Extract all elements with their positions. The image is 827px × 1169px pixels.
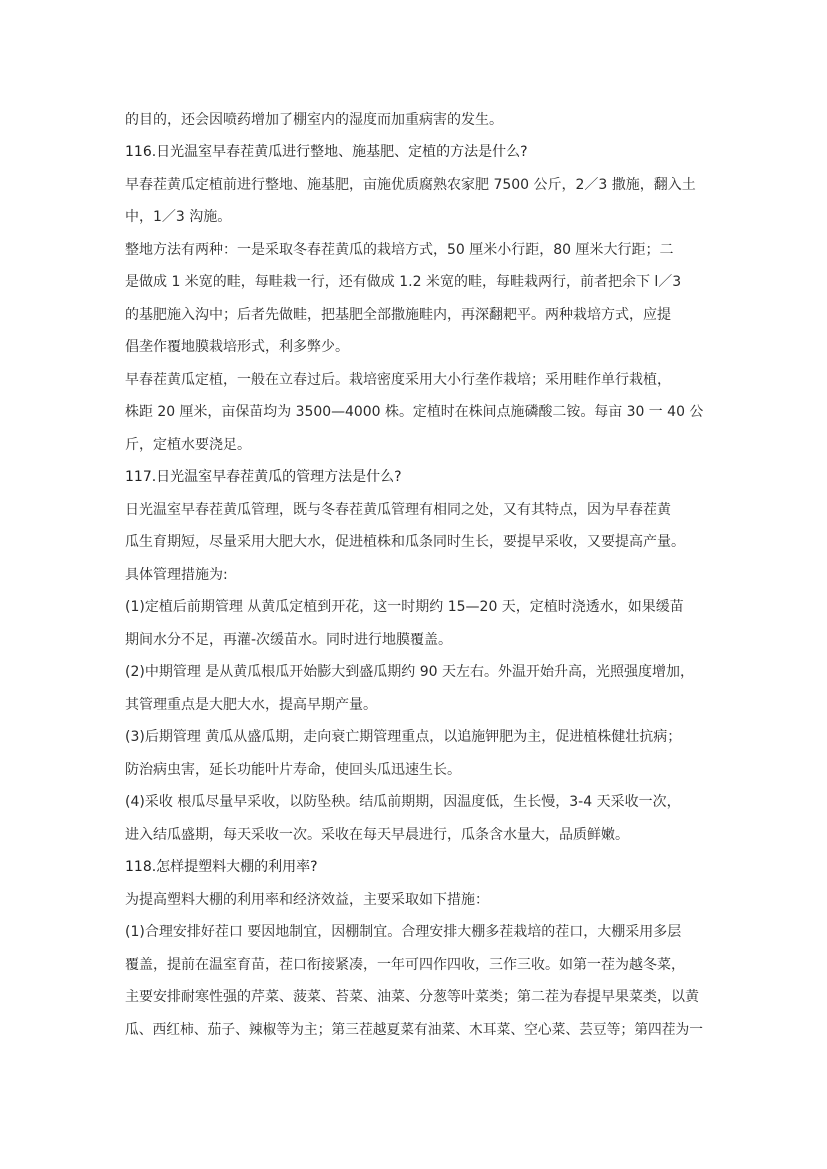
text-line: 整地方法有两种：一是采取冬春茬黄瓜的栽培方式，50 厘米小行距，80 厘米大行距；二: [125, 242, 674, 258]
text-line: (3)后期管理 黄瓜从盛瓜期，走向衰亡期管理重点，以追施钾肥为主，促进植株健壮抗病；: [125, 729, 682, 745]
text-line: (4)采收 根瓜尽量早采收，以防坠秧。结瓜前期期，因温度低，生长慢，3-4 天采收一次，: [125, 794, 681, 810]
question-heading: 118.怎样提塑料大棚的利用率?: [125, 859, 318, 875]
text-line: (1)合理安排好茬口 要因地制宜，因棚制宜。合理安排大棚多茬栽培的茬口，大棚采用多层: [125, 924, 682, 940]
text-line: 进入结瓜盛期，每天采收一次。采收在每天早晨进行，瓜条含水量大，品质鲜嫩。: [125, 827, 629, 843]
text-line: 倡垄作覆地膜栽培形式，利多弊少。: [125, 339, 349, 355]
question-heading: 117.日光温室早春茬黄瓜的管理方法是什么?: [125, 469, 402, 485]
text-line: 斤，定植水要浇足。: [125, 437, 251, 453]
text-line: 期间水分不足，再灌-次缓苗水。同时进行地膜覆盖。: [125, 632, 453, 648]
text-line: 主要安排耐寒性强的芹菜、菠菜、苔菜、油菜、分葱等叶菜类；第二茬为春提早果菜类，以黄: [125, 989, 699, 1005]
text-line: 为提高塑料大棚的利用率和经济效益，主要采取如下措施：: [125, 892, 489, 908]
text-line: 中，1／3 沟施。: [125, 209, 232, 225]
text-line: 的基肥施入沟中；后者先做畦，把基肥全部撒施畦内，再深翻耙平。两种栽培方式，应提: [125, 307, 671, 323]
text-line: 是做成 1 米宽的畦，每畦栽一行，还有做成 1.2 米宽的畦，每畦栽两行，前者把余下 l／3: [125, 274, 682, 290]
text-line: 早春茬黄瓜定植，一般在立春过后。栽培密度采用大小行垄作栽培；采用畦作单行栽植，: [125, 372, 671, 388]
text-line: 覆盖，提前在温室育苗，茬口衔接紧凑，一年可四作四收，三作三收。如第一茬为越冬菜，: [125, 957, 685, 973]
text-line: 其管理重点是大肥大水，提高早期产量。: [125, 697, 377, 713]
text-line: 瓜生育期短，尽量采用大肥大水，促进植株和瓜条同时生长，要提早采收，又要提高产量。: [125, 534, 685, 550]
text-line: 早春茬黄瓜定植前进行整地、施基肥，亩施优质腐熟农家肥 7500 公斤，2／3 撒施，翻入土: [125, 177, 696, 193]
text-line: (2)中期管理 是从黄瓜根瓜开始膨大到盛瓜期约 90 天左右。外温开始升高，光照强度增加，: [125, 664, 694, 680]
text-line: 具体管理措施为:: [125, 567, 228, 583]
text-line: 防治病虫害，延长功能叶片寿命，使回头瓜迅速生长。: [125, 762, 461, 778]
text-line: 瓜、西红柿、茄子、辣椒等为主；第三茬越夏菜有油菜、木耳菜、空心菜、芸豆等；第四茬为一: [125, 1022, 704, 1038]
text-line: (1)定植后前期管理 从黄瓜定植到开花，这一时期约 15—20 天，定植时浇透水，如果缓苗: [125, 599, 684, 615]
text-line: 的目的，还会因喷药增加了棚室内的湿度而加重病害的发生。: [125, 112, 503, 128]
text-line: 日光温室早春茬黄瓜管理，既与冬春茬黄瓜管理有相同之处，又有其特点，因为早春茬黄: [125, 502, 671, 518]
text-line: 株距 20 厘米，亩保苗均为 3500—4000 株。定植时在株间点施磷酸二铵。每亩 30 一 40 公: [125, 404, 704, 420]
question-heading: 116.日光温室早春茬黄瓜进行整地、施基肥、定植的方法是什么?: [125, 144, 528, 160]
